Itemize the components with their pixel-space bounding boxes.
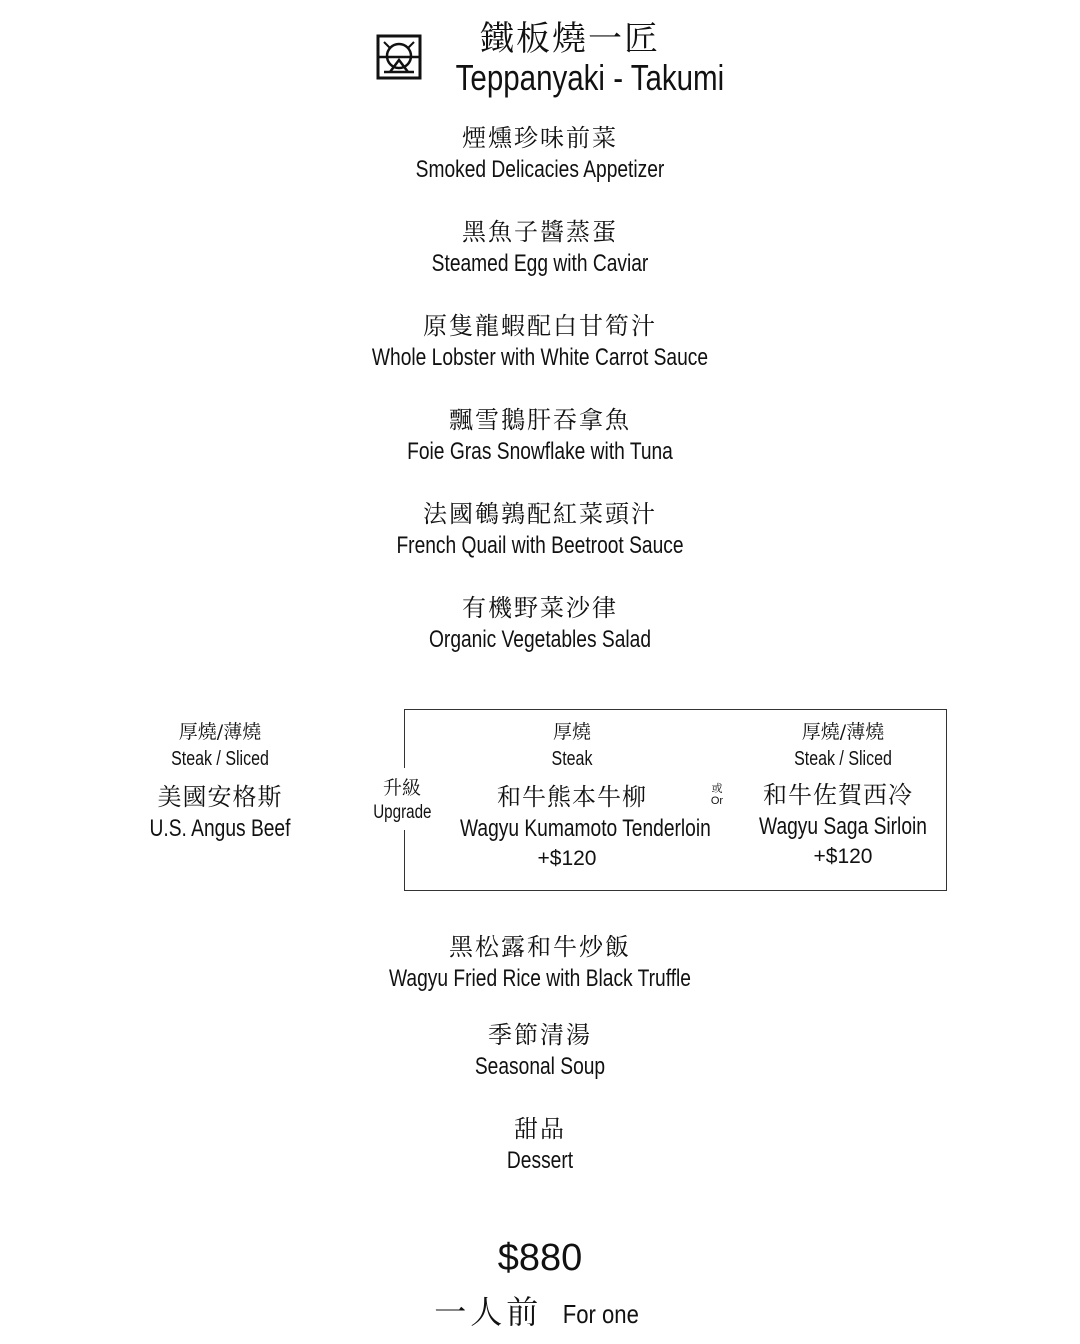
main-course-name-chinese: 和牛熊本牛柳 [497, 783, 647, 811]
main-course-name-english: Wagyu Saga Sirloin [759, 813, 927, 840]
set-menu-price: $880 [497, 1237, 583, 1279]
course-fried-rice [240, 931, 840, 995]
restaurant-title-chinese: 鐵板燒一匠 [480, 19, 660, 59]
or-label-english: Or [710, 795, 724, 807]
course-soup [240, 1019, 840, 1083]
course-name-english: Seasonal Soup [474, 1053, 606, 1080]
course-quail [240, 498, 840, 562]
main-course-name-english: Wagyu Kumamoto Tenderloin [460, 815, 711, 842]
course-foie-gras [240, 404, 840, 468]
course-name-english: French Quail with Beetroot Sauce [396, 532, 684, 559]
course-steamed-egg [240, 216, 840, 280]
main-course-name-chinese: 美國安格斯 [157, 783, 283, 811]
course-name-chinese: 煙燻珍味前菜 [462, 124, 618, 152]
restaurant-crest-logo [376, 34, 422, 80]
course-name-chinese: 季節清湯 [488, 1021, 592, 1049]
or-label-chinese: 或 [711, 782, 723, 795]
upgrade-price: +$120 [813, 845, 873, 868]
upgrade-price: +$120 [537, 847, 597, 870]
main-course-name-chinese: 和牛佐賀西冷 [763, 781, 913, 809]
per-person-chinese: 一人前 [434, 1293, 543, 1331]
main-course-name-english: U.S. Angus Beef [149, 815, 291, 842]
course-appetizer [240, 122, 840, 186]
cooking-style-chinese: 厚燒 [552, 721, 591, 743]
price-per-person [400, 1290, 680, 1336]
cooking-style-english: Steak [551, 748, 593, 770]
course-name-english: Foie Gras Snowflake with Tuna [407, 438, 673, 465]
upgrade-label [366, 775, 438, 825]
course-dessert [240, 1113, 840, 1177]
cooking-style-chinese: 厚燒/薄燒 [801, 721, 885, 743]
main-course-standard [120, 719, 320, 845]
course-name-english: Organic Vegetables Salad [428, 626, 652, 653]
course-name-chinese: 黑松露和牛炒飯 [449, 933, 631, 961]
upgrade-option-tenderloin [432, 719, 712, 873]
cooking-style-chinese: 厚燒/薄燒 [178, 721, 262, 743]
cooking-style-english: Steak / Sliced [794, 748, 892, 770]
course-name-chinese: 甜品 [514, 1115, 566, 1143]
upgrade-option-sirloin [733, 719, 953, 871]
per-person-english: For one [562, 1299, 640, 1329]
upgrade-label-chinese: 升級 [382, 777, 421, 799]
course-lobster [240, 310, 840, 374]
course-name-english: Wagyu Fried Rice with Black Truffle [389, 965, 691, 992]
course-name-english: Smoked Delicacies Appetizer [415, 156, 665, 183]
cooking-style-english: Steak / Sliced [171, 748, 269, 770]
course-salad [240, 592, 840, 656]
course-name-chinese: 飄雪鵝肝吞拿魚 [449, 406, 631, 434]
course-name-chinese: 法國鵪鶉配紅菜頭汁 [423, 500, 657, 528]
course-name-chinese: 有機野菜沙律 [462, 594, 618, 622]
course-name-english: Steamed Egg with Caviar [431, 250, 649, 277]
upgrade-label-english: Upgrade [373, 802, 432, 823]
course-name-chinese: 原隻龍蝦配白甘筍汁 [423, 312, 657, 340]
course-name-english: Dessert [506, 1147, 574, 1174]
course-name-english: Whole Lobster with White Carrot Sauce [371, 344, 709, 371]
restaurant-title-english: Teppanyaki - Takumi [455, 57, 725, 98]
course-name-chinese: 黑魚子醬蒸蛋 [462, 218, 618, 246]
